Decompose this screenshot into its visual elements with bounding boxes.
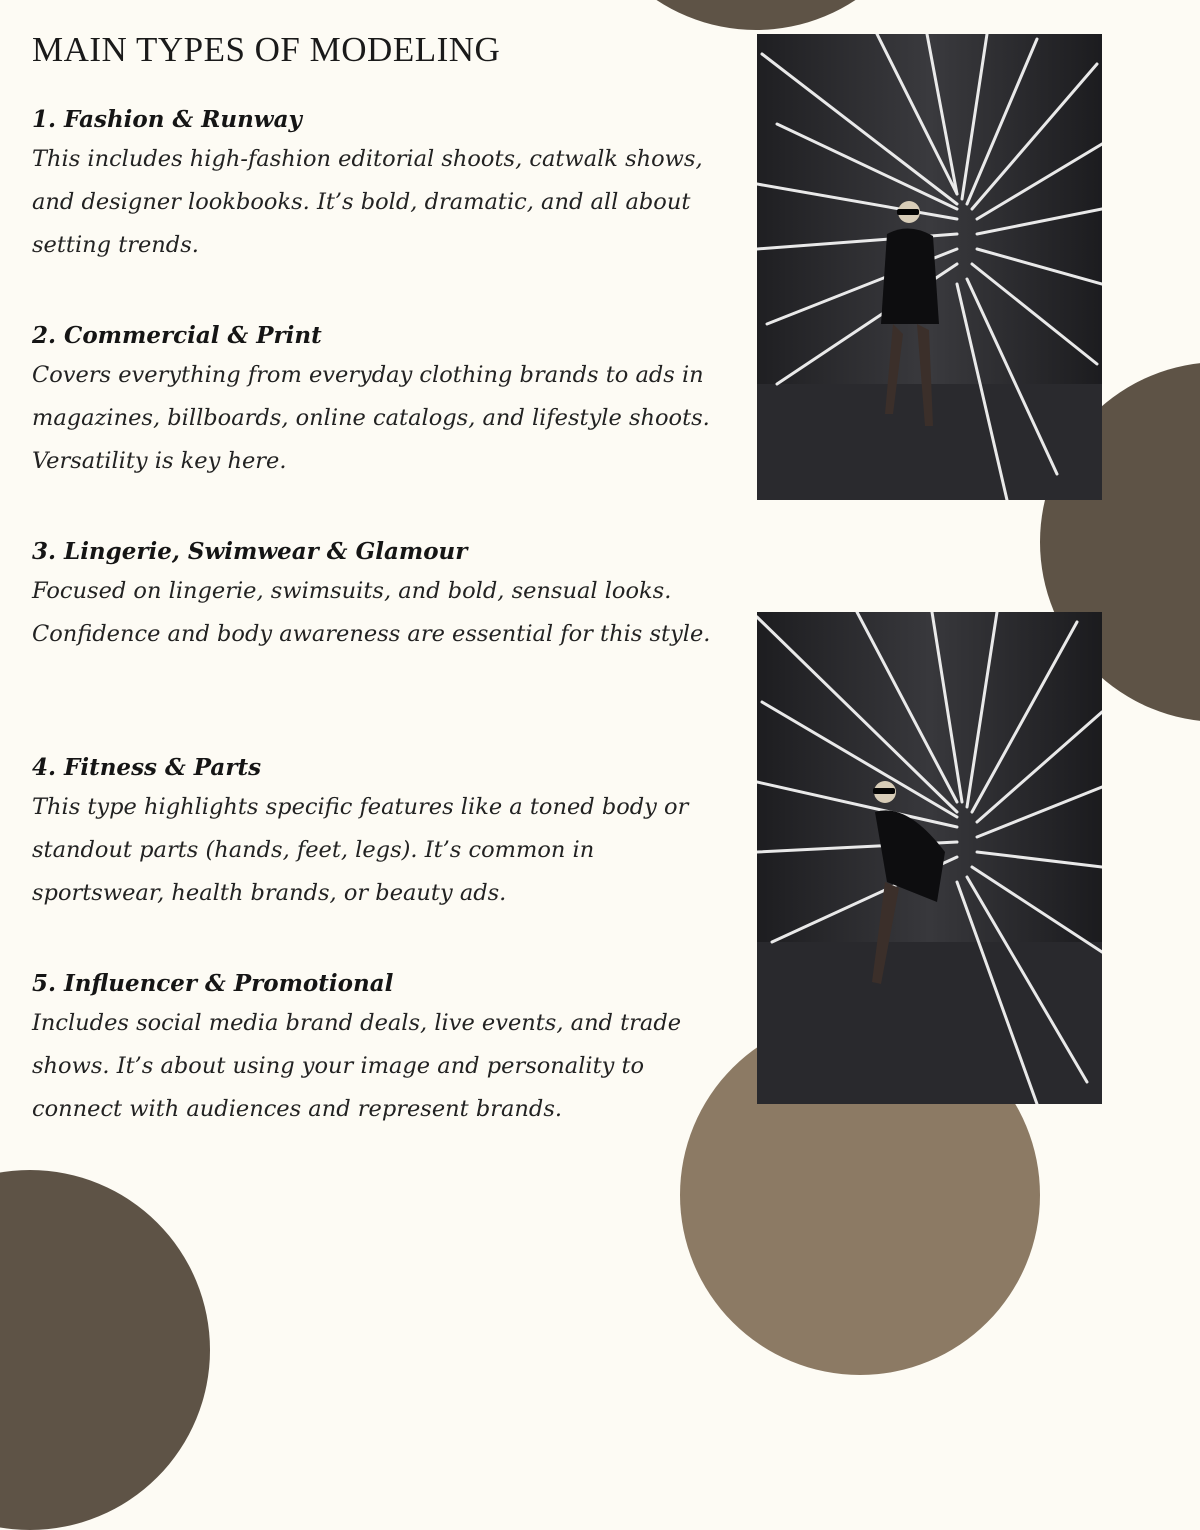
section-influencer-promotional	[32, 966, 732, 1131]
section-body: This includes high-fashion editorial shoots, catwalk shows, and designer lookbooks. It’s bold, dramatic, and all about setting trends.	[32, 146, 703, 258]
section-heading: 4. Fitness & Parts	[32, 754, 262, 781]
section-body: Includes social media brand deals, live events, and trade shows. It’s about using your image and personality to connect with audiences and represent brands.	[32, 1010, 682, 1122]
section-commercial-print	[32, 318, 732, 483]
page-title: MAIN TYPES OF MODELING	[32, 30, 501, 69]
decorative-circle-top	[576, 0, 936, 30]
decorative-circle-bottom-left	[0, 1170, 210, 1530]
model-photo-standing	[757, 34, 1102, 500]
section-body: This type highlights specific features like a toned body or standout parts (hands, feet, legs). It’s common in sportswear, health brands, or beauty ads.	[32, 794, 689, 906]
section-body: Focused on lingerie, swimsuits, and bold, sensual looks. Confidence and body awareness are essential for this style.	[32, 578, 711, 647]
section-fitness-parts	[32, 750, 732, 915]
section-heading: 2. Commercial & Print	[32, 322, 322, 349]
section-lingerie-swimwear-glamour	[32, 534, 732, 656]
model-photo-posing	[757, 612, 1102, 1104]
section-body: Covers everything from everyday clothing brands to ads in magazines, billboards, online catalogs, and lifestyle shoots. Versatility is key here.	[32, 362, 710, 474]
section-fashion-runway	[32, 102, 732, 267]
section-heading: 5. Influencer & Promotional	[32, 970, 394, 997]
section-heading: 1. Fashion & Runway	[32, 106, 302, 133]
section-heading: 3. Lingerie, Swimwear & Glamour	[32, 538, 468, 565]
